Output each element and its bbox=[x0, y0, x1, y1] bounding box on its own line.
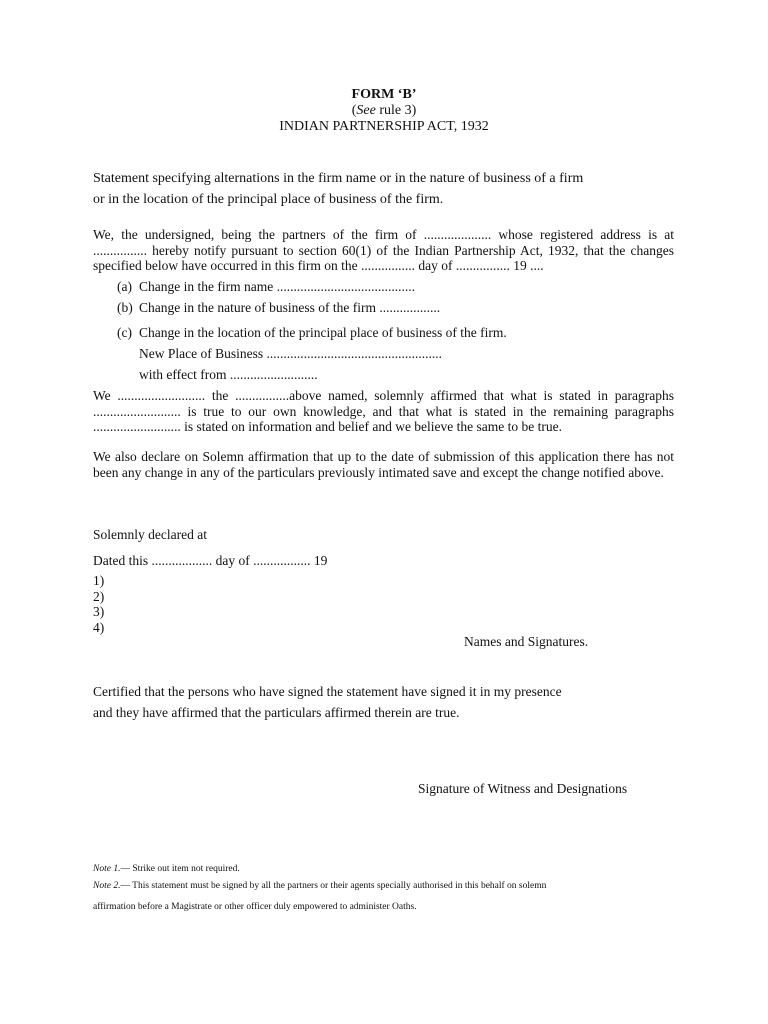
certified-line-1: Certified that the persons who have signed the statement have signed it in my presence bbox=[93, 684, 562, 699]
item-a-text: Change in the firm name ......................................... bbox=[139, 279, 415, 294]
form-title: FORM ‘B’ bbox=[351, 87, 417, 102]
item-a-label: (a) bbox=[117, 279, 132, 294]
signature-number-1: 1) bbox=[93, 573, 105, 588]
rule-reference: (See rule 3) bbox=[351, 103, 417, 118]
solemnly-declared: Solemnly declared at bbox=[93, 527, 207, 542]
statement-line-2: or in the location of the principal place of business of the firm. bbox=[93, 192, 444, 207]
undersigned-paragraph: We, the undersigned, being the partners of the firm of .................... whose registered address is at ................ hereby notify pursuant to section 60(1) of the Indian Partnership Act, 1932, that the changes specified below have occurred in this firm on the ................ day of ................ 19 .... bbox=[93, 227, 674, 273]
affirmation-paragraph: We .......................... the ................above named, solemnly affirmed that what is stated in paragraphs .......................... is true to our own knowledge, and that what is stated in the remaining paragraphs .......................... is stated on information and belief and we believe the same to be true. bbox=[93, 388, 674, 434]
item-c-text: Change in the location of the principal place of business of the firm. bbox=[139, 325, 507, 340]
dated-line: Dated this .................. day of ................. 19 bbox=[93, 553, 328, 568]
signature-number-4: 4) bbox=[93, 620, 105, 635]
item-c-label: (c) bbox=[117, 325, 132, 340]
act-title: INDIAN PARTNERSHIP ACT, 1932 bbox=[279, 119, 489, 134]
names-and-signatures: Names and Signatures. bbox=[464, 634, 589, 649]
certified-line-2: and they have affirmed that the particulars affirmed therein are true. bbox=[93, 705, 460, 720]
signature-number-3: 3) bbox=[93, 604, 105, 619]
item-b-label: (b) bbox=[117, 300, 133, 315]
effect-from-line: with effect from .......................... bbox=[139, 367, 318, 382]
note-1: Note 1.— Strike out item not required. bbox=[93, 864, 240, 874]
declaration-paragraph: We also declare on Solemn affirmation that up to the date of submission of this application there has not been any change in any of the particulars previously intimated save and except the change notified above. bbox=[93, 449, 674, 480]
witness-signature: Signature of Witness and Designations bbox=[418, 781, 628, 796]
note-2: Note 2.— This statement must be signed by all the partners or their agents specially authorised in this behalf on solemn bbox=[93, 881, 547, 891]
new-place-line: New Place of Business .................................................... bbox=[139, 346, 442, 361]
signature-number-2: 2) bbox=[93, 589, 105, 604]
item-b-text: Change in the nature of business of the firm .................. bbox=[139, 300, 441, 315]
note-2-continued: affirmation before a Magistrate or other officer duly empowered to administer Oaths. bbox=[93, 902, 417, 912]
statement-line-1: Statement specifying alternations in the firm name or in the nature of business of a firm bbox=[93, 171, 584, 186]
